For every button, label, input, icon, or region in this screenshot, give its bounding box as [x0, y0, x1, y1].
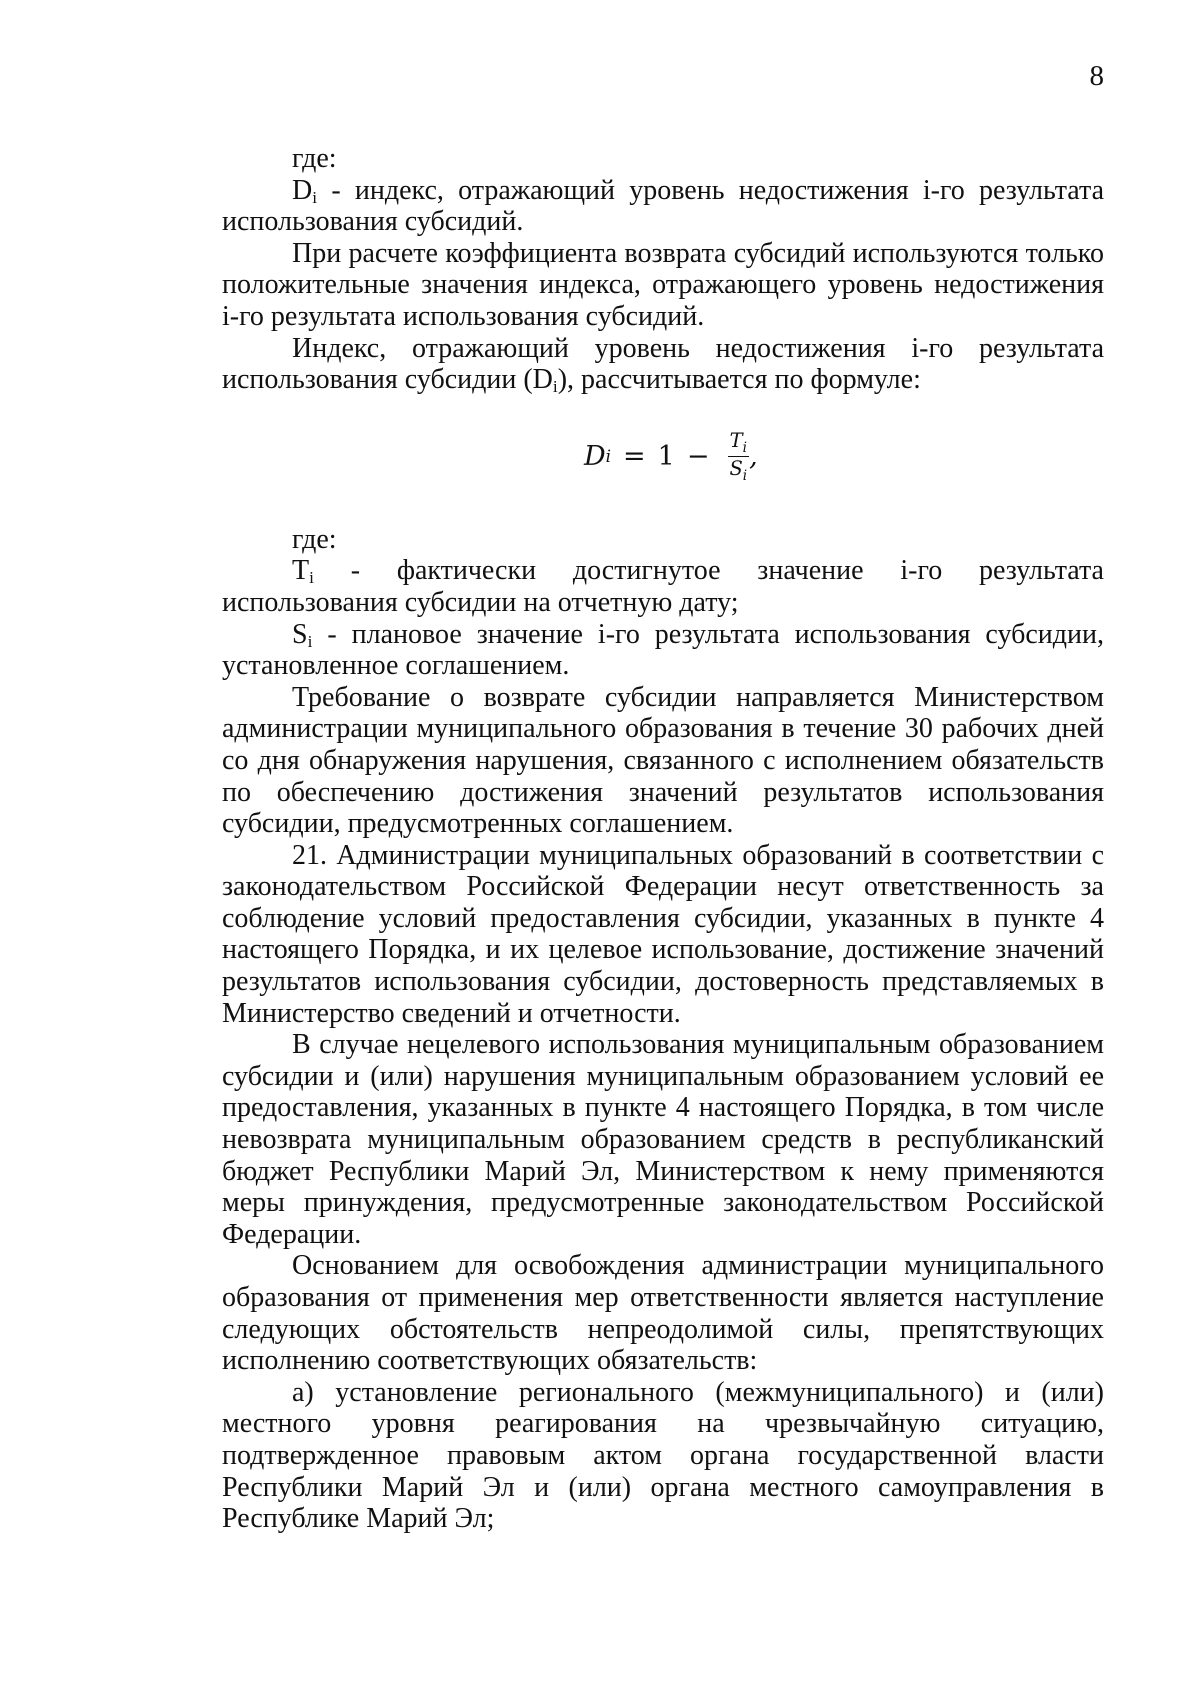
paragraph-force-majeure: Основанием для освобождения администрации муниципального образования от применения мер ответственности является наступление следующих обстоятельств непреодолимой силы, препятствующих исполнению соответствующих обязательств:: [222, 1250, 1104, 1377]
formula-di: [222, 426, 1104, 488]
paragraph-item-21: 21. Администрации муниципальных образований в соответствии с законодательством Российской Федерации несут ответственность за соблюдение условий предоставления субсидии, указанных в пункте 4 настоящего Порядка, и их целевое использование, достижение значений результатов использования субсидии, достоверность представляемых в Министерство сведений и отчетности.: [222, 839, 1104, 1029]
paragraph-where-2: где:: [292, 523, 337, 555]
fraction-numerator: [728, 428, 749, 457]
denominator-subscript: i: [742, 467, 748, 484]
paragraph-text: Индекс, отражающий уровень недостижения i-го результата использования субсидии (D: [222, 332, 1104, 396]
subscript-i: i: [312, 187, 318, 207]
paragraph-ti-definition: [222, 555, 1104, 618]
formula-equals: =: [623, 440, 646, 472]
paragraph-misuse: В случае нецелевого использования муниципальным образованием субсидии и (или) нарушения муниципальным образованием условий ее предоставления, указанных в пункте 4 настоящего Порядка, в том числе невозврата муниципальным образованием средств в республиканский бюджет Республики Марий Эл, Министерством к нему применяются меры принуждения, предусмотренные законодательством Российской Федерации.: [222, 1029, 1104, 1250]
paragraph-return-requirement: Требование о возврате субсидии направляется Министерством администрации муниципального образования в течение 30 рабочих дней со дня обнаружения нарушения, связанного с исполнением обязательств по обеспечению достижения значений результатов использования субсидии, предусмотренных соглашением.: [222, 681, 1104, 840]
document-body: [222, 143, 1104, 1535]
numerator-t: T: [729, 428, 743, 452]
paragraph-text: - индекс, отражающий уровень недостижения i-го результата использования субсидий.: [222, 174, 1104, 238]
paragraph-subitem-a: а) установление регионального (межмуниципального) и (или) местного уровня реагирования на чрезвычайную ситуацию, подтвержденное правовым актом органа государственной власти Республики Марий Эл и (или) органа местного самоуправления в Республике Марий Эл;: [222, 1376, 1104, 1535]
paragraph-text: - плановое значение i-го результата использования субсидии, установленное соглашением.: [222, 618, 1104, 682]
numerator-subscript: i: [742, 439, 747, 456]
paragraph-text: - фактически достигнутое значение i-го результата использования субсидии на отчетную дату;: [222, 555, 1104, 618]
fraction-denominator: [727, 457, 749, 483]
paragraph-coefficient: При расчете коэффициента возврата субсидий используются только положительные значения индекса, отражающего уровень недостижения i-го результата использования субсидий.: [222, 237, 1104, 332]
variable-d: D: [292, 174, 313, 206]
page-number: 8: [1089, 60, 1104, 92]
paragraph-index-formula-intro: [222, 333, 1104, 396]
formula-lhs: D: [584, 440, 606, 472]
formula-minus: −: [686, 440, 710, 472]
variable-t: T: [292, 555, 310, 587]
paragraph-text: ), рассчитывается по формуле:: [557, 364, 921, 396]
formula-comma: ,: [749, 440, 758, 472]
paragraph-di-definition: [222, 175, 1104, 238]
formula-lhs-subscript: i: [605, 445, 612, 466]
paragraph-where-1: где:: [292, 143, 337, 174]
denominator-s: S: [729, 456, 743, 480]
formula-fraction: [727, 428, 749, 484]
paragraph-si-definition: [222, 619, 1104, 682]
variable-s: S: [292, 618, 308, 650]
subscript-i: i: [309, 568, 314, 588]
subscript-i: i: [307, 631, 313, 651]
subscript-i: i: [552, 376, 558, 396]
formula-one: 1: [657, 440, 675, 472]
